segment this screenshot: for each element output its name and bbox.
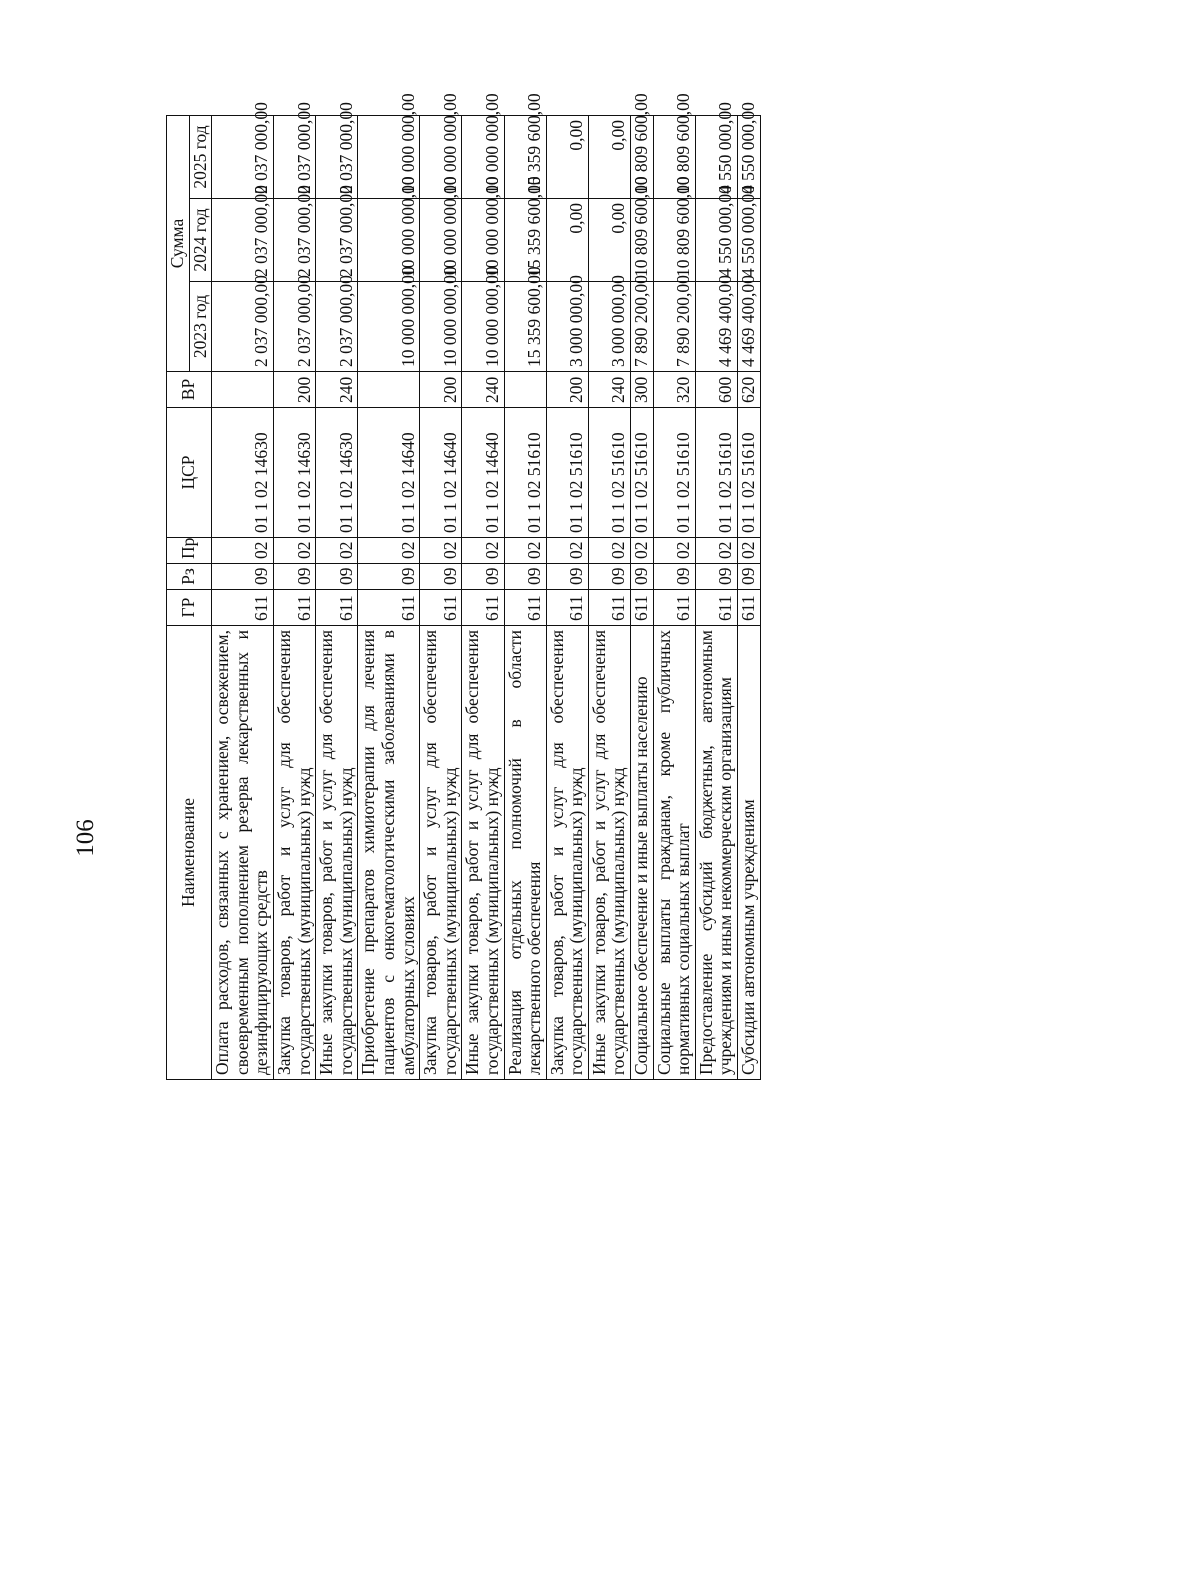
cell-sum-2024: 2 037 000,00 [316, 199, 358, 282]
cell-vr [358, 372, 420, 408]
page-number [66, 808, 106, 868]
cell-sum-2025: 10 000 000,00 [462, 115, 504, 198]
table-body [212, 93, 760, 1079]
cell-name: Приобретение препаратов химиотерапии для лечения пациентов с онкогематологическими заболеваниями в амбулаторных условиях [358, 626, 420, 1080]
cell-csr: 01 1 02 51610 [546, 408, 588, 538]
cell-rz: 09 [588, 564, 630, 590]
header-2025: 2025 год [189, 115, 212, 198]
cell-rz: 09 [738, 564, 761, 590]
cell-name: Закупка товаров, работ и услуг для обеспечения государственных (муниципальных) нужд [546, 626, 588, 1080]
cell-rz: 09 [695, 564, 737, 590]
cell-name: Социальные выплаты гражданам, кроме публичных нормативных социальных выплат [653, 626, 695, 1080]
cell-csr: 01 1 02 14640 [462, 408, 504, 538]
cell-csr: 01 1 02 14640 [358, 408, 420, 538]
header-2024: 2024 год [189, 199, 212, 282]
cell-sum-2025: 10 000 000,00 [420, 115, 462, 198]
cell-sum-2024: 10 809 600,00 [631, 199, 654, 282]
cell-csr: 01 1 02 14640 [420, 408, 462, 538]
table-row [588, 115, 630, 1079]
cell-pr: 02 [588, 538, 630, 564]
cell-sum-2023: 3 000 000,00 [546, 282, 588, 372]
cell-gr: 611 [212, 590, 274, 626]
table-row [462, 115, 504, 1079]
cell-sum-2023: 15 359 600,00 [504, 282, 546, 372]
cell-sum-2024: 10 000 000,00 [358, 199, 420, 282]
cell-gr: 611 [273, 590, 315, 626]
cell-rz: 09 [212, 564, 274, 590]
cell-sum-2024: 10 000 000,00 [420, 199, 462, 282]
cell-name: Закупка товаров, работ и услуг для обеспечения государственных (муниципальных) нужд [420, 626, 462, 1080]
cell-sum-2025: 10 000 000,00 [358, 115, 420, 198]
cell-vr: 200 [273, 372, 315, 408]
cell-sum-2023: 10 000 000,00 [462, 282, 504, 372]
cell-gr: 611 [653, 590, 695, 626]
cell-sum-2023: 4 469 400,00 [738, 282, 761, 372]
cell-vr: 200 [546, 372, 588, 408]
cell-name: Иные закупки товаров, работ и услуг для обеспечения государственных (муниципальных) нужд [462, 626, 504, 1080]
cell-vr: 600 [695, 372, 737, 408]
cell-name: Иные закупки товаров, работ и услуг для обеспечения государственных (муниципальных) нужд [588, 626, 630, 1080]
table-row [358, 115, 420, 1079]
cell-sum-2025: 0,00 [546, 115, 588, 198]
table-row [653, 115, 695, 1079]
header-gr: ГР [167, 590, 212, 626]
cell-gr: 611 [695, 590, 737, 626]
cell-csr: 01 1 02 14630 [212, 408, 274, 538]
cell-vr: 240 [462, 372, 504, 408]
table-row [273, 115, 315, 1079]
table-row [212, 115, 274, 1079]
cell-gr: 611 [546, 590, 588, 626]
cell-pr: 02 [358, 538, 420, 564]
cell-name: Предоставление субсидий бюджетным, автономным учреждениям и иным некоммерческим организациям [695, 626, 737, 1080]
cell-sum-2025: 0,00 [588, 115, 630, 198]
cell-rz: 09 [462, 564, 504, 590]
cell-csr: 01 1 02 14630 [316, 408, 358, 538]
cell-name: Оплата расходов, связанных с хранением, освежением, своевременным пополнением резерва лекарственных и дезинфицирующих средств [212, 626, 274, 1080]
cell-pr: 02 [546, 538, 588, 564]
header-name: Наименование [167, 626, 212, 1080]
cell-csr: 01 1 02 14630 [273, 408, 315, 538]
table-header [167, 115, 212, 1079]
header-row-1 [167, 115, 190, 1079]
cell-vr: 240 [316, 372, 358, 408]
cell-sum-2023: 7 890 200,00 [631, 282, 654, 372]
table-row [695, 115, 737, 1079]
table-row [504, 115, 546, 1079]
cell-sum-2024: 15 359 600,00 [504, 199, 546, 282]
cell-vr [212, 372, 274, 408]
cell-sum-2024: 2 037 000,00 [212, 199, 274, 282]
header-vr: ВР [167, 372, 212, 408]
cell-sum-2023: 2 037 000,00 [212, 282, 274, 372]
cell-sum-2023: 2 037 000,00 [316, 282, 358, 372]
cell-sum-2023: 3 000 000,00 [588, 282, 630, 372]
cell-pr: 02 [462, 538, 504, 564]
cell-sum-2025: 10 809 600,00 [631, 115, 654, 198]
cell-csr: 01 1 02 51610 [588, 408, 630, 538]
header-rz: Рз [167, 564, 212, 590]
cell-name: Реализация отдельных полномочий в области лекарственного обеспечения [504, 626, 546, 1080]
cell-csr: 01 1 02 51610 [738, 408, 761, 538]
cell-sum-2025: 4 550 000,00 [738, 115, 761, 198]
cell-sum-2024: 10 809 600,00 [653, 199, 695, 282]
table-row [738, 115, 761, 1079]
cell-sum-2024: 4 550 000,00 [695, 199, 737, 282]
cell-pr: 02 [212, 538, 274, 564]
cell-vr: 240 [588, 372, 630, 408]
cell-gr: 611 [316, 590, 358, 626]
table-row [420, 115, 462, 1079]
cell-sum-2025: 4 550 000,00 [695, 115, 737, 198]
cell-pr: 02 [420, 538, 462, 564]
cell-vr [504, 372, 546, 408]
cell-vr: 320 [653, 372, 695, 408]
cell-csr: 01 1 02 51610 [695, 408, 737, 538]
cell-rz: 09 [358, 564, 420, 590]
cell-pr: 02 [695, 538, 737, 564]
cell-gr: 611 [504, 590, 546, 626]
cell-vr: 300 [631, 372, 654, 408]
cell-sum-2024: 4 550 000,00 [738, 199, 761, 282]
cell-sum-2023: 10 000 000,00 [358, 282, 420, 372]
table-row [316, 115, 358, 1079]
table-row [631, 115, 654, 1079]
cell-pr: 02 [273, 538, 315, 564]
cell-sum-2024: 0,00 [546, 199, 588, 282]
cell-rz: 09 [504, 564, 546, 590]
cell-vr: 200 [420, 372, 462, 408]
table-row [546, 115, 588, 1079]
cell-csr: 01 1 02 51610 [653, 408, 695, 538]
cell-sum-2023: 7 890 200,00 [653, 282, 695, 372]
cell-pr: 02 [316, 538, 358, 564]
cell-gr: 611 [588, 590, 630, 626]
cell-csr: 01 1 02 51610 [631, 408, 654, 538]
cell-gr: 611 [631, 590, 654, 626]
cell-sum-2024: 10 000 000,00 [462, 199, 504, 282]
cell-gr: 611 [462, 590, 504, 626]
cell-pr: 02 [738, 538, 761, 564]
cell-pr: 02 [653, 538, 695, 564]
cell-rz: 09 [420, 564, 462, 590]
cell-sum-2024: 2 037 000,00 [273, 199, 315, 282]
cell-sum-2023: 2 037 000,00 [273, 282, 315, 372]
budget-table-container [166, 93, 940, 1080]
cell-name: Закупка товаров, работ и услуг для обеспечения государственных (муниципальных) нужд [273, 626, 315, 1080]
cell-rz: 09 [273, 564, 315, 590]
cell-name: Социальное обеспечение и иные выплаты населению [631, 626, 654, 1080]
cell-sum-2025: 15 359 600,00 [504, 115, 546, 198]
cell-sum-2024: 0,00 [588, 199, 630, 282]
budget-table [166, 93, 761, 1080]
cell-gr: 611 [738, 590, 761, 626]
cell-rz: 09 [546, 564, 588, 590]
header-csr: ЦСР [167, 408, 212, 538]
cell-rz: 09 [653, 564, 695, 590]
cell-gr: 611 [420, 590, 462, 626]
cell-rz: 09 [316, 564, 358, 590]
cell-sum-2025: 2 037 000,00 [273, 115, 315, 198]
header-sum: Сумма [167, 115, 190, 371]
cell-vr: 620 [738, 372, 761, 408]
cell-sum-2025: 2 037 000,00 [212, 115, 274, 198]
cell-csr: 01 1 02 51610 [504, 408, 546, 538]
cell-gr: 611 [358, 590, 420, 626]
page-number-text: 106 [72, 819, 99, 857]
cell-sum-2023: 10 000 000,00 [420, 282, 462, 372]
cell-name: Субсидии автономным учреждениям [738, 626, 761, 1080]
cell-pr: 02 [504, 538, 546, 564]
cell-rz: 09 [631, 564, 654, 590]
header-pr: Пр [167, 538, 212, 564]
header-2023: 2023 год [189, 282, 212, 372]
cell-sum-2023: 4 469 400,00 [695, 282, 737, 372]
cell-sum-2025: 10 809 600,00 [653, 115, 695, 198]
cell-pr: 02 [631, 538, 654, 564]
rotated-table-frame [166, 93, 940, 1080]
cell-sum-2025: 2 037 000,00 [316, 115, 358, 198]
cell-name: Иные закупки товаров, работ и услуг для обеспечения государственных (муниципальных) нужд [316, 626, 358, 1080]
